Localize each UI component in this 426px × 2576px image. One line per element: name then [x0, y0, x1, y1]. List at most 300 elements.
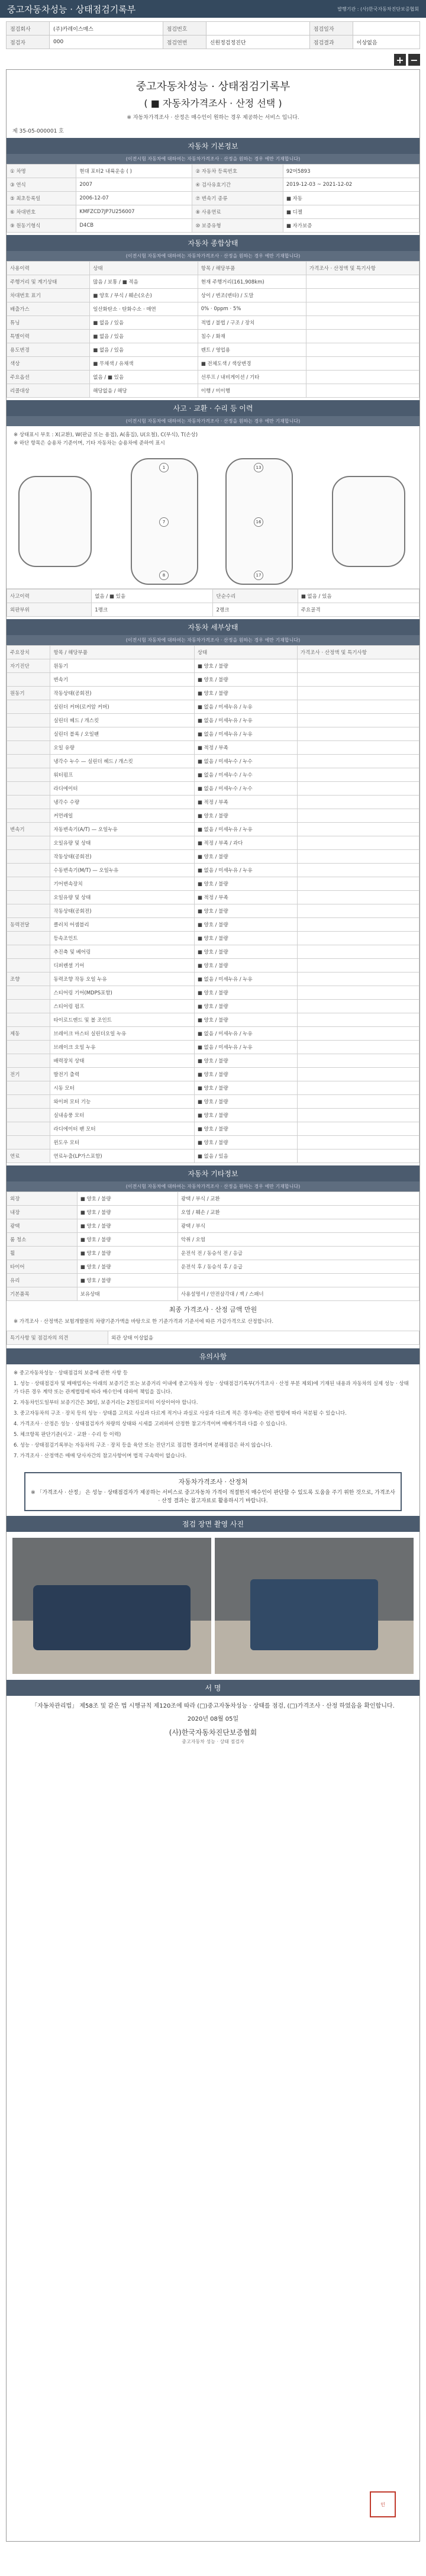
detail-group [7, 932, 50, 945]
basic-label: ① 차명 [7, 165, 76, 178]
detail-note [297, 850, 419, 864]
other-label: 외장 [7, 1192, 78, 1206]
detail-row [7, 1068, 419, 1081]
other-value: ■ 양호 / 불량 [77, 1206, 178, 1219]
status-value: 많음 / 보통 / ■ 적음 [90, 275, 198, 289]
detail-group [7, 1136, 50, 1149]
detail-group [7, 714, 50, 727]
caution-line: 6. 성능 · 상태점검기록부는 자동차의 구조 · 장치 등을 육안 또는 진단기로 점검한 결과이며 분해점검은 하지 않습니다. [14, 1442, 273, 1448]
caution-line: 1. 성능 · 상태점검자 및 매매업자는 아래의 보증기간 또는 보증거리 이내에 중고자동차 성능 · 상태점검기록부(가격조사 · 산정 부분 제외)에 기재된 내용과 자동차의 실제 성능 · 상태가 다른 경우 계약 또는 관계법령에 따라 매수인에 대하여 책임을 집니다. [14, 1381, 409, 1395]
detail-row [7, 877, 419, 891]
other-row [7, 1192, 419, 1206]
detail-item: 변속기 [50, 673, 194, 687]
basic-row [7, 165, 419, 178]
detail-status: ■ 양호 / 불량 [194, 659, 297, 673]
detail-item: 수동변속기(M/T) — 오일누유 [50, 864, 194, 877]
detail-note [297, 1041, 419, 1054]
status-value: 일산화탄소 · 탄화수소 · 매연 [90, 302, 198, 316]
basic-label: ⑥ 차대번호 [7, 205, 76, 219]
detail-note [297, 1122, 419, 1136]
detail-header-cell: 상태 [194, 646, 297, 659]
price-note: ※ 가격조사 · 산정액은 보험개발원의 차량기준가액을 바탕으로 한 기준가격과 기준서에 따른 가감가격으로 산정합니다. [14, 1319, 274, 1325]
detail-group [7, 700, 50, 714]
status-row [7, 316, 419, 330]
detail-group: 전기 [7, 1068, 50, 1081]
caution-line: 7. 가격조사 · 산정액은 매매 당사자간의 참고사항이며 법적 구속력이 없습니다. [14, 1453, 187, 1459]
sign-text: 「자동차관리법」 제58조 및 같은 법 시행규칙 제120조에 따라 (□)중고자동차성능 · 상태를 점검, (□)가격조사 · 산정 하였음을 확인합니다. [31, 1703, 395, 1709]
status-note [306, 357, 419, 371]
detail-status: ■ 없음 / 미세누유 / 누유 [194, 727, 297, 741]
other-value: 운전석 전 / 동승석 전 / 응급 [178, 1247, 419, 1260]
detail-group [7, 727, 50, 741]
other-row [7, 1247, 419, 1260]
section-detail-note: (이전시험 자동차에 대하여는 자동차가격조사 · 산정을 원하는 경우 에만 기재합니다) [7, 635, 419, 645]
other-value: ■ 양호 / 불량 [77, 1247, 178, 1260]
other-row [7, 1206, 419, 1219]
other-label: 기본품목 [7, 1287, 78, 1301]
info-value: 신원정검정진단 [206, 36, 309, 49]
other-label: 광택 [7, 1219, 78, 1233]
other-label: 유리 [7, 1274, 78, 1287]
zoom-tools [6, 54, 420, 66]
basic-value: 2019-12-03 ~ 2021-12-02 [283, 178, 419, 192]
price-block [7, 1301, 419, 1331]
other-row [7, 1260, 419, 1274]
other-value [178, 1274, 419, 1287]
detail-row [7, 1109, 419, 1122]
basic-value: ■ 디젤 [283, 205, 419, 219]
detail-item: 브레이크 마스터 실린더오일 누유 [50, 1027, 194, 1041]
panel-marker: 8 [159, 571, 169, 580]
detail-item: 클러치 어셈블리 [50, 918, 194, 932]
detail-row [7, 1095, 419, 1109]
info-label: 점검결과 [309, 36, 353, 49]
warning-text: ※ 「가격조사 · 산정」 은 성능 · 상태점검자가 제공하는 서비스로 중고자동차 가격이 적절한지 매수인이 판단할 수 있도록 도움을 주기 위한 것으로, 가격조사 · 산정 결과는 참고자료로 활용하시기 바랍니다. [31, 1490, 395, 1504]
status-value: 침수 / 화재 [198, 330, 306, 343]
detail-item: 라디에이터 [50, 782, 194, 796]
status-value: ■ 무채색 / 유채색 [90, 357, 198, 371]
detail-note [297, 904, 419, 918]
detail-group: 연료 [7, 1149, 50, 1163]
caution-line: 2. 자동차인도일부터 보증기간은 30일, 보증거리는 2천킬로미터 이상이어야 합니다. [14, 1400, 198, 1406]
status-value: 이행 / 미이행 [198, 384, 306, 398]
basic-value: KMFZCD7JP7U256007 [76, 205, 192, 219]
status-label: 리콜대상 [7, 384, 90, 398]
basic-label: ⑧ 사용연료 [192, 205, 283, 219]
detail-note [297, 768, 419, 782]
detail-note [297, 796, 419, 809]
status-note [306, 316, 419, 330]
other-value: 광택 / 부식 / 교환 [178, 1192, 419, 1206]
status-table [7, 261, 419, 398]
status-value: ■ 양호 / 부식 / 훼손(오손) [90, 289, 198, 302]
status-note [306, 384, 419, 398]
info-value [206, 22, 309, 36]
detail-group [7, 782, 50, 796]
detail-item: 와이퍼 모터 기능 [50, 1095, 194, 1109]
detail-note [297, 864, 419, 877]
special-value: 외관 상태 이상없음 [108, 1331, 419, 1345]
status-value: 적법 / 불법 / 구조 / 장치 [198, 316, 306, 330]
section-photo-title: 점검 장면 촬영 사진 [7, 1516, 419, 1532]
detail-row [7, 741, 419, 755]
detail-group [7, 1081, 50, 1095]
detail-row [7, 891, 419, 904]
status-label: 차대번호 표기 [7, 289, 90, 302]
status-value: ■ 없음 / 있음 [90, 316, 198, 330]
other-value: ■ 양호 / 불량 [77, 1260, 178, 1274]
detail-item: 시동 모터 [50, 1081, 194, 1095]
detail-item: 브레이크 오일 누유 [50, 1041, 194, 1054]
panel-marker: 16 [254, 517, 263, 527]
caution-list [7, 1364, 419, 1467]
detail-note [297, 741, 419, 755]
basic-value: 2006-12-07 [76, 192, 192, 205]
status-label: 튜닝 [7, 316, 90, 330]
panel-marker: 1 [159, 463, 169, 472]
detail-status: ■ 양호 / 불량 [194, 986, 297, 1000]
detail-group [7, 1109, 50, 1122]
special-label: 특기사항 및 점검자의 의견 [7, 1331, 108, 1345]
status-header-cell: 가격조사 · 산정액 및 특기사항 [306, 262, 419, 275]
detail-row [7, 986, 419, 1000]
status-row [7, 357, 419, 371]
detail-note [297, 932, 419, 945]
inspection-info-table [6, 21, 420, 49]
basic-value: ■ 자동 [283, 192, 419, 205]
zoom-out-button[interactable]: − [408, 54, 420, 66]
status-header-cell: 항목 / 해당부품 [198, 262, 306, 275]
basic-label: ⑦ 변속기 종류 [192, 192, 283, 205]
detail-row [7, 796, 419, 809]
detail-item: 타이로드엔드 및 볼 조인트 [50, 1013, 194, 1027]
detail-status: ■ 없음 / 미세누수 / 누수 [194, 782, 297, 796]
other-label: 룸 청소 [7, 1233, 78, 1247]
other-value: 사용설명서 / 안전삼각대 / 잭 / 스패너 [178, 1287, 419, 1301]
detail-group [7, 741, 50, 755]
detail-header-cell: 가격조사 · 산정액 및 특기사항 [297, 646, 419, 659]
detail-status: ■ 양호 / 불량 [194, 904, 297, 918]
price-warning-box [24, 1472, 402, 1511]
detail-row [7, 973, 419, 986]
detail-group: 자기진단 [7, 659, 50, 673]
detail-status: ■ 양호 / 불량 [194, 850, 297, 864]
basic-label: ⑩ 보증유형 [192, 219, 283, 233]
section-damage-title: 사고 · 교환 · 수리 등 이력 [7, 400, 419, 416]
detail-group: 변속기 [7, 823, 50, 836]
caution-line: 4. 가격조사 · 산정은 성능 · 상태점검자가 차량의 상태와 시세를 고려하여 산정한 참고가격이며 매매가격과 다를 수 있습니다. [14, 1421, 287, 1427]
other-row [7, 1287, 419, 1301]
other-value: 오염 / 훼손 / 교환 [178, 1206, 419, 1219]
detail-note [297, 1000, 419, 1013]
detail-status: ■ 없음 / 있음 [194, 1149, 297, 1163]
document-title: 중고자동차성능 · 상태점검기록부 [135, 80, 291, 93]
other-value: ■ 양호 / 불량 [77, 1192, 178, 1206]
status-value: 없음 / ■ 있음 [90, 371, 198, 384]
basic-label: ⑨ 원동기형식 [7, 219, 76, 233]
detail-group [7, 755, 50, 768]
detail-row [7, 959, 419, 973]
final-price: 최종 가격조사 · 산정 금액 만원 [169, 1306, 257, 1313]
document-note: ※ 자동차가격조사 · 산정은 매수인이 원하는 경우 제공하는 서비스 입니다. [127, 115, 299, 121]
info-value [353, 22, 419, 36]
other-label: 타이어 [7, 1260, 78, 1274]
detail-status: ■ 양호 / 불량 [194, 1013, 297, 1027]
section-basic-title: 자동차 기본정보 [7, 138, 419, 154]
detail-row [7, 904, 419, 918]
status-note [306, 289, 419, 302]
other-value: ■ 양호 / 불량 [77, 1219, 178, 1233]
warning-title: 자동차가격조사 · 산정처 [178, 1478, 248, 1486]
car-right-side-view [332, 476, 405, 567]
frame-rank: 2랭크 [213, 603, 298, 617]
section-other-note: (이전시험 자동차에 대하여는 자동차가격조사 · 산정을 원하는 경우 에만 기재합니다) [7, 1181, 419, 1192]
detail-item: 기어변속장치 [50, 877, 194, 891]
status-row [7, 275, 419, 289]
status-row [7, 371, 419, 384]
detail-item: 오일 유량 [50, 741, 194, 755]
section-detail-title: 자동차 세부상태 [7, 619, 419, 635]
other-label: 휠 [7, 1247, 78, 1260]
status-row [7, 330, 419, 343]
detail-row [7, 823, 419, 836]
detail-status: ■ 양호 / 불량 [194, 918, 297, 932]
detail-row [7, 809, 419, 823]
caution-line: ※ 중고자동차성능 · 상태점검의 보증에 관한 사항 등 [14, 1370, 128, 1376]
detail-group [7, 986, 50, 1000]
detail-item: 라디에이터 팬 모터 [50, 1122, 194, 1136]
frame-head: 외판부위 [7, 603, 92, 617]
status-label: 색상 [7, 357, 90, 371]
detail-note [297, 687, 419, 700]
detail-row [7, 864, 419, 877]
status-row [7, 384, 419, 398]
detail-item: 배력장치 상태 [50, 1054, 194, 1068]
detail-note [297, 973, 419, 986]
detail-note [297, 1013, 419, 1027]
detail-note [297, 659, 419, 673]
detail-row [7, 918, 419, 932]
detail-status: ■ 양호 / 불량 [194, 1109, 297, 1122]
basic-label: ⑤ 최초등록일 [7, 192, 76, 205]
status-value: 렌트 / 영업용 [198, 343, 306, 357]
basic-info-table [7, 164, 419, 233]
other-label: 내장 [7, 1206, 78, 1219]
detail-row [7, 714, 419, 727]
detail-item: 스티어링 기어(MDPS포함) [50, 986, 194, 1000]
detail-group [7, 1000, 50, 1013]
detail-note [297, 1027, 419, 1041]
detail-row [7, 1027, 419, 1041]
detail-status: ■ 적정 / 부족 / 과다 [194, 836, 297, 850]
section-sign-title: 서 명 [7, 1680, 419, 1696]
status-note [306, 275, 419, 289]
damage-legend-line: ※ 하단 항목은 승용차 기준이며, 기타 자동차는 승용차에 준하여 표시 [14, 440, 165, 446]
detail-status: ■ 없음 / 미세누유 / 누유 [194, 973, 297, 986]
info-label: 점검일자 [309, 22, 353, 36]
detail-status: ■ 양호 / 불량 [194, 1095, 297, 1109]
other-value: 보유상태 [77, 1287, 178, 1301]
section-caution-title: 유의사항 [7, 1348, 419, 1364]
info-label: 점검자 [7, 36, 50, 49]
document-heading [7, 70, 419, 123]
status-label: 특별이력 [7, 330, 90, 343]
accident-value: 없음 / ■ 있음 [92, 590, 213, 603]
detail-item: 냉각수 누수 — 실린더 헤드 / 개스킷 [50, 755, 194, 768]
status-header-cell: 상태 [90, 262, 198, 275]
section-basic-note: (이전시험 자동차에 대하여는 자동차가격조사 · 산정을 원하는 경우 에만 기재합니다) [7, 154, 419, 164]
panel-marker: 7 [159, 517, 169, 527]
other-value: ■ 양호 / 불량 [77, 1233, 178, 1247]
detail-status: ■ 양호 / 불량 [194, 1054, 297, 1068]
detail-status: ■ 적정 / 부족 [194, 891, 297, 904]
other-value: 악취 / 오염 [178, 1233, 419, 1247]
zoom-in-button[interactable]: + [394, 54, 406, 66]
detail-item: 실린더 커버(로커암 커버) [50, 700, 194, 714]
detail-item: 스티어링 펌프 [50, 1000, 194, 1013]
frame-rank: 1랭크 [92, 603, 213, 617]
basic-row [7, 178, 419, 192]
status-row [7, 302, 419, 316]
detail-group [7, 891, 50, 904]
basic-label: ② 자동차 등록번호 [192, 165, 283, 178]
section-status-note: (이전시험 자동차에 대하여는 자동차가격조사 · 산정을 원하는 경우 에만 기재합니다) [7, 251, 419, 261]
basic-label: ③ 연식 [7, 178, 76, 192]
detail-status: ■ 양호 / 불량 [194, 1000, 297, 1013]
detail-note [297, 877, 419, 891]
detail-header-cell: 항목 / 해당부품 [50, 646, 194, 659]
accident-value: ■ 없음 / 있음 [298, 590, 419, 603]
car-left-side-view [18, 476, 92, 567]
detail-note [297, 755, 419, 768]
info-label: 점검연번 [163, 36, 206, 49]
detail-status: ■ 양호 / 불량 [194, 1081, 297, 1095]
status-row [7, 289, 419, 302]
detail-row [7, 768, 419, 782]
detail-status: ■ 없음 / 미세누유 / 누유 [194, 700, 297, 714]
detail-group [7, 864, 50, 877]
other-value: 광택 / 부식 [178, 1219, 419, 1233]
detail-status: ■ 양호 / 불량 [194, 687, 297, 700]
other-row [7, 1274, 419, 1287]
accident-table [7, 589, 419, 617]
detail-row [7, 1136, 419, 1149]
status-label: 주행거리 및 계기상태 [7, 275, 90, 289]
document-number: 제 35-05-000001 호 [12, 128, 64, 134]
page-title: 중고자동차성능 · 상태점검기록부 [7, 4, 136, 15]
section-status-title: 자동차 종합상태 [7, 235, 419, 251]
other-table [7, 1192, 419, 1301]
detail-row [7, 932, 419, 945]
detail-status: ■ 없음 / 미세누유 / 누유 [194, 1041, 297, 1054]
status-label: 배출가스 [7, 302, 90, 316]
basic-row [7, 219, 419, 233]
basic-row [7, 192, 419, 205]
detail-group [7, 850, 50, 864]
detail-row [7, 755, 419, 768]
detail-row [7, 1013, 419, 1027]
detail-status: ■ 양호 / 불량 [194, 1122, 297, 1136]
detail-item: 워터펌프 [50, 768, 194, 782]
detail-row [7, 1081, 419, 1095]
detail-item: 실린더 블록 / 오일팬 [50, 727, 194, 741]
car-damage-diagram [7, 452, 419, 589]
detail-row [7, 836, 419, 850]
detail-row [7, 727, 419, 741]
detail-status: ■ 양호 / 불량 [194, 877, 297, 891]
status-header-row [7, 262, 419, 275]
detail-header-cell: 주요장치 [7, 646, 50, 659]
detail-status: ■ 양호 / 불량 [194, 945, 297, 959]
detail-note [297, 823, 419, 836]
detail-note [297, 1054, 419, 1068]
info-label: 점검번호 [163, 22, 206, 36]
detail-note [297, 782, 419, 796]
detail-row [7, 1054, 419, 1068]
status-note [306, 302, 419, 316]
frame-rank: 주요골격 [298, 603, 419, 617]
other-value: 운전석 후 / 동승석 후 / 응급 [178, 1260, 419, 1274]
detail-group: 제동 [7, 1027, 50, 1041]
status-value: ■ 전체도색 / 색상변경 [198, 357, 306, 371]
damage-legend [7, 426, 419, 452]
info-value: 이상없음 [353, 36, 419, 49]
detail-row [7, 659, 419, 673]
detail-item: 커먼레일 [50, 809, 194, 823]
sign-date: 2020년 08월 05일 [187, 1716, 239, 1722]
detail-note [297, 891, 419, 904]
detail-note [297, 1095, 419, 1109]
detail-row [7, 1000, 419, 1013]
detail-status: ■ 없음 / 미세누수 / 누수 [194, 755, 297, 768]
basic-value: 현대 포터2 내륙운송 ( ) [76, 165, 192, 178]
detail-note [297, 727, 419, 741]
basic-value: ■ 자가보증 [283, 219, 419, 233]
info-label: 점검회사 [7, 22, 50, 36]
detail-item: 자동변속기(A/T) — 오일누유 [50, 823, 194, 836]
status-value: 0% · 0ppm · 5% [198, 302, 306, 316]
panel-marker: 17 [254, 571, 263, 580]
detail-group [7, 836, 50, 850]
detail-item: 동력조향 작동 오일 누유 [50, 973, 194, 986]
other-row [7, 1219, 419, 1233]
detail-group [7, 673, 50, 687]
detail-status: ■ 양호 / 불량 [194, 959, 297, 973]
detail-item: 연료누출(LP가스포함) [50, 1149, 194, 1163]
detail-group [7, 904, 50, 918]
detail-item: 원동기 [50, 659, 194, 673]
detail-note [297, 945, 419, 959]
accident-label: 단순수리 [213, 590, 298, 603]
detail-table [7, 645, 419, 1163]
detail-item: 작동상태(공회전) [50, 850, 194, 864]
other-value: ■ 양호 / 불량 [77, 1274, 178, 1287]
detail-note [297, 836, 419, 850]
status-label: 용도변경 [7, 343, 90, 357]
basic-value: 92머5893 [283, 165, 419, 178]
detail-item: 실린더 헤드 / 개스킷 [50, 714, 194, 727]
panel-marker: 13 [254, 463, 263, 472]
detail-row [7, 1041, 419, 1054]
status-value: 선루프 / 내비게이션 / 기타 [198, 371, 306, 384]
detail-row [7, 782, 419, 796]
detail-item: 추진축 및 베어링 [50, 945, 194, 959]
page-subtitle: 발행기관 : (사)한국자동차진단보증협회 [337, 6, 419, 12]
detail-status: ■ 없음 / 미세누수 / 누수 [194, 768, 297, 782]
detail-status: ■ 양호 / 불량 [194, 809, 297, 823]
detail-group [7, 1013, 50, 1027]
status-note [306, 330, 419, 343]
